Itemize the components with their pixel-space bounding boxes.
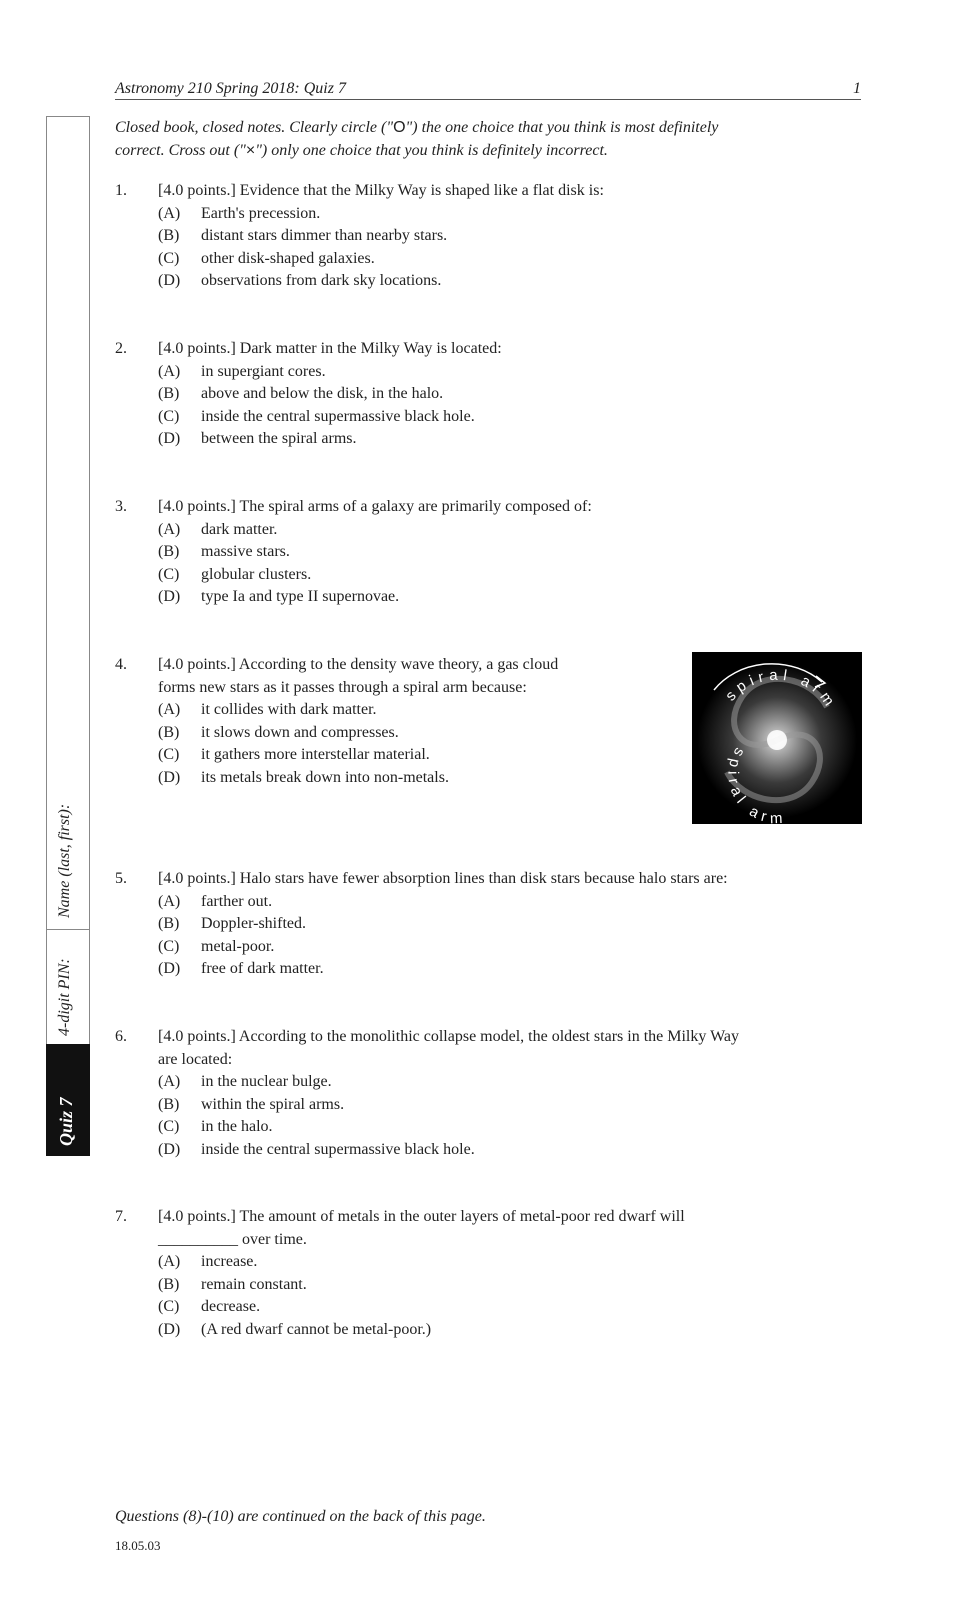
version-date: 18.05.03 bbox=[115, 1538, 161, 1553]
option-b[interactable]: (B) remain constant. bbox=[158, 1275, 307, 1293]
option-d[interactable]: (D) free of dark matter. bbox=[158, 960, 324, 977]
page-number: 1 bbox=[853, 80, 861, 97]
option-d[interactable]: (D) type Ia and type II supernovae. bbox=[158, 588, 400, 605]
spiral-galaxy-svg bbox=[692, 652, 862, 824]
name-field-label: Name (last, first): bbox=[56, 803, 73, 918]
option-a[interactable]: (A) dark matter. bbox=[158, 520, 278, 538]
question-number: 3. bbox=[115, 498, 127, 515]
arm-label-top: spiral arm bbox=[722, 666, 841, 714]
quiz-tab-label: Quiz 7 bbox=[56, 1097, 76, 1146]
option-c[interactable]: (C) it gathers more interstellar material. bbox=[158, 746, 430, 763]
question-number: 5. bbox=[115, 870, 127, 887]
option-b[interactable]: (B) it slows down and compresses. bbox=[158, 723, 399, 741]
continued-note: Questions (8)-(10) are continued on the back of this page. bbox=[115, 1508, 486, 1525]
question-text-line-1: [4.0 points.] The amount of metals in the outer layers of metal-poor red dwarf will bbox=[158, 1208, 685, 1225]
question-text-line-1: [4.0 points.] According to the density wave theory, a gas cloud bbox=[158, 656, 559, 673]
option-b[interactable]: (B) above and below the disk, in the halo. bbox=[158, 385, 444, 402]
option-a[interactable]: (A) Earth's precession. bbox=[158, 204, 321, 222]
cross-symbol: × bbox=[245, 142, 256, 159]
option-a[interactable]: (A) it collides with dark matter. bbox=[158, 701, 377, 718]
option-b[interactable]: (B) Doppler-shifted. bbox=[158, 915, 306, 932]
question-number: 1. bbox=[115, 182, 127, 199]
option-d[interactable]: (D) inside the central supermassive black hole. bbox=[158, 1140, 475, 1158]
pin-field-label: 4-digit PIN: bbox=[56, 958, 73, 1036]
option-d[interactable]: (D) (A red dwarf cannot be metal-poor.) bbox=[158, 1320, 432, 1338]
question-number: 2. bbox=[115, 340, 127, 357]
question-text-line-2: are located: bbox=[158, 1050, 233, 1068]
option-c[interactable]: (C) other disk-shaped galaxies. bbox=[158, 249, 375, 267]
option-b[interactable]: (B) distant stars dimmer than nearby stars. bbox=[158, 227, 448, 244]
option-a[interactable]: (A) in supergiant cores. bbox=[158, 362, 326, 380]
course-title: Astronomy 210 Spring 2018: Quiz 7 bbox=[115, 80, 346, 97]
option-c[interactable]: (C) inside the central supermassive black hole. bbox=[158, 407, 475, 425]
question-text: [4.0 points.] The spiral arms of a galaxy are primarily composed of: bbox=[158, 498, 592, 515]
option-a[interactable]: (A) farther out. bbox=[158, 892, 273, 910]
question-number: 4. bbox=[115, 656, 127, 673]
option-c[interactable]: (C) in the halo. bbox=[158, 1118, 273, 1135]
quiz-tab bbox=[46, 1044, 90, 1156]
question-number: 7. bbox=[115, 1208, 127, 1225]
question-text: [4.0 points.] Evidence that the Milky Way is shaped like a flat disk is: bbox=[158, 182, 604, 199]
option-c[interactable]: (C) globular clusters. bbox=[158, 565, 312, 583]
option-b[interactable]: (B) within the spiral arms. bbox=[158, 1095, 345, 1113]
question-text-line-2: forms new stars as it passes through a spiral arm because: bbox=[158, 678, 527, 696]
option-b[interactable]: (B) massive stars. bbox=[158, 543, 290, 560]
spiral-galaxy-image bbox=[692, 652, 862, 824]
option-d[interactable]: (D) its metals break down into non-metals. bbox=[158, 768, 449, 786]
question-text: [4.0 points.] Halo stars have fewer absorption lines than disk stars because halo stars are: bbox=[158, 870, 728, 887]
option-d[interactable]: (D) observations from dark sky locations. bbox=[158, 272, 442, 289]
option-c[interactable]: (C) decrease. bbox=[158, 1298, 261, 1315]
question-number: 6. bbox=[115, 1028, 127, 1045]
question-text: [4.0 points.] Dark matter in the Milky Way is located: bbox=[158, 340, 502, 357]
option-a[interactable]: (A) in the nuclear bulge. bbox=[158, 1073, 332, 1090]
instructions: Closed book, closed notes. Clearly circle ("O") the one choice that you think is most definitely correct. Cross out ("×") only one choice that you think is definitely incorrect. bbox=[115, 119, 719, 159]
option-c[interactable]: (C) metal-poor. bbox=[158, 937, 275, 955]
question-text-line-2: __________ over time. bbox=[158, 1230, 307, 1248]
arm-label-bottom: spiral arm bbox=[724, 744, 788, 824]
option-d[interactable]: (D) between the spiral arms. bbox=[158, 430, 357, 447]
page-header bbox=[115, 80, 861, 100]
option-a[interactable]: (A) increase. bbox=[158, 1253, 258, 1270]
question-text-line-1: [4.0 points.] According to the monolithic collapse model, the oldest stars in the Milky Way bbox=[158, 1028, 739, 1045]
circle-symbol: O bbox=[393, 119, 406, 136]
